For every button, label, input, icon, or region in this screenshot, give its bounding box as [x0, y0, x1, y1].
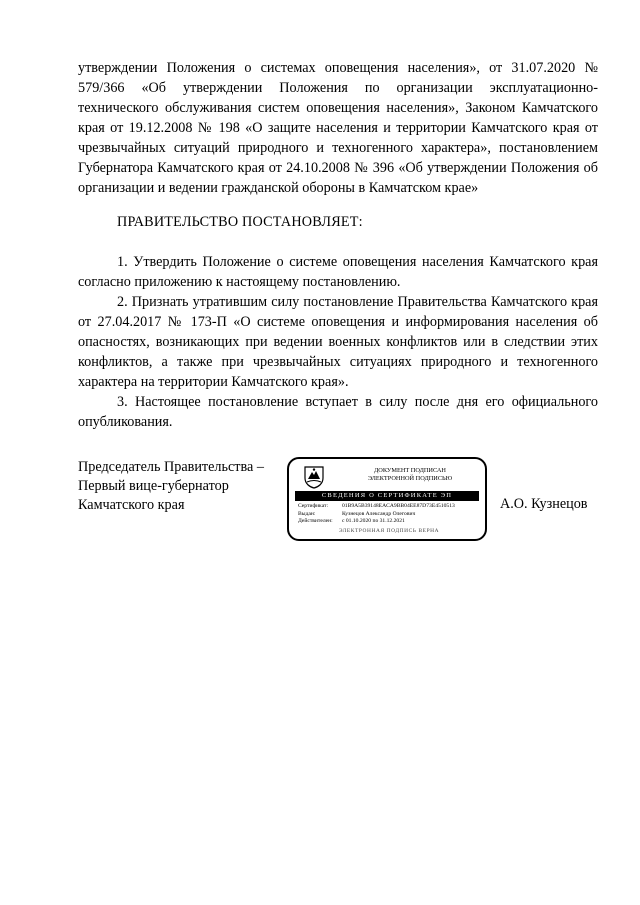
item-2-paragraph: 2. Признать утратившим силу постановление Правительства Камчатского края от 27.04.2017 № 173-П «О системе оповещения и информирования населения об опасностях, возникающих при ведении военных конфликтов или в следствии этих конфликтов, а также при чрезвычайных ситуациях природного и техногенного характера на территории Камчатского края».: [78, 294, 598, 390]
stamp-title-line-2: ЭЛЕКТРОННОЙ ПОДПИСЬЮ: [367, 474, 453, 482]
resolution-heading: ПРАВИТЕЛЬСТВО ПОСТАНОВЛЯЕТ:: [117, 214, 363, 230]
electronic-signature-stamp: [287, 457, 487, 541]
signatory-position: [78, 458, 264, 515]
valid-label: Действителен:: [298, 518, 333, 525]
certificate-label: Сертификат:: [298, 503, 329, 509]
kamchatka-emblem-icon: [303, 465, 325, 489]
stamp-certificate-band: СВЕДЕНИЯ О СЕРТИФИКАТЕ ЭП: [295, 491, 479, 501]
position-line-3: Камчатского края: [78, 497, 185, 513]
stamp-note: ЭЛЕКТРОННАЯ ПОДПИСЬ ВЕРНА: [338, 528, 440, 534]
stamp-details: [298, 503, 482, 526]
issued-value: Кузнецов Александр Олегович: [342, 510, 416, 517]
signatory-name: А.О. Кузнецов: [500, 496, 588, 512]
stamp-title-line-1: ДОКУМЕНТ ПОДПИСАН: [374, 467, 446, 474]
valid-value: с 01.10.2020 по 31.12.2021: [342, 518, 405, 525]
intro-paragraph: утверждении Положения о системах оповещения населения», от 31.07.2020 № 579/366 «Об утверждении Положения по организации эксплуатационно-технического обслуживания систем оповещения населения», Законом Камчатского края от 19.12.2008 № 198 «О защите населения и территории Камчатского края от чрезвычайных ситуаций природного и техногенного характера», постановлением Губернатора Камчатского края от 24.10.2008 № 396 «Об утверждении Положения об организации и ведении гражданской обороны в Камчатском крае»: [78, 60, 598, 196]
stamp-row-certificate: [298, 503, 482, 511]
document-body: [78, 58, 598, 432]
stamp-title: [335, 467, 485, 482]
stamp-row-valid: [298, 518, 482, 526]
item-1-paragraph: 1. Утвердить Положение о системе оповещения населения Камчатского края согласно приложению к настоящему постановлению.: [78, 254, 598, 290]
issued-label: Выдан:: [298, 510, 316, 517]
item-3-paragraph: 3. Настоящее постановление вступает в силу после дня его официального опубликования.: [78, 394, 598, 430]
certificate-value: 01B9A5B39148EACA9BB04EE87D73E4510513: [342, 503, 455, 509]
position-line-2: Первый вице-губернатор: [78, 478, 229, 494]
position-line-1: Председатель Правительства –: [78, 459, 264, 475]
